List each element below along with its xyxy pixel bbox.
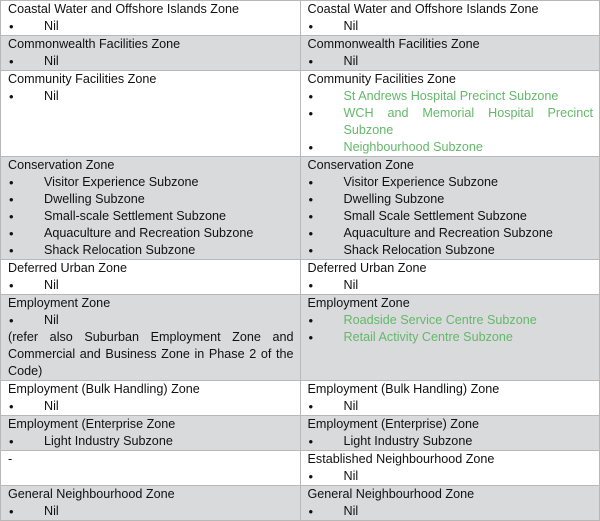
zone-title: Established Neighbourhood Zone (307, 452, 495, 466)
subzone-item: • Retail Activity Centre Subzone (308, 329, 594, 346)
zone-title: Coastal Water and Offshore Islands Zone (307, 2, 539, 16)
subzone-item: • Aquaculture and Recreation Subzone (8, 225, 294, 242)
current-zone-cell (1, 260, 301, 295)
subzone-list (8, 433, 294, 450)
subzone-list (308, 88, 594, 156)
table-row (1, 486, 600, 521)
subzone-item: • Nil (308, 398, 594, 415)
subzone-item: • Visitor Experience Subzone (8, 174, 294, 191)
table-row (1, 1, 600, 36)
subzone-item: • Nil (308, 468, 594, 485)
proposed-zone-cell (300, 36, 600, 71)
subzone-list (308, 277, 594, 294)
subzone-item: • Light Industry Subzone (308, 433, 594, 450)
zone-title: Coastal Water and Offshore Islands Zone (8, 2, 240, 16)
subzone-item: • Nil (8, 277, 294, 294)
zone-title: Conservation Zone (307, 158, 414, 172)
zone-title: General Neighbourhood Zone (307, 487, 475, 501)
zone-title: Deferred Urban Zone (307, 261, 427, 275)
subzone-list (308, 18, 594, 35)
zone-title: Employment Zone (8, 296, 111, 310)
zone-title: Employment Zone (307, 296, 410, 310)
proposed-zone-cell (300, 295, 600, 381)
subzone-item: • Dwelling Subzone (308, 191, 594, 208)
current-zone-cell (1, 1, 301, 36)
zone-title: Deferred Urban Zone (8, 261, 128, 275)
subzone-list (8, 312, 294, 329)
subzone-list (8, 277, 294, 294)
zone-title: General Neighbourhood Zone (8, 487, 175, 501)
proposed-zone-cell (300, 381, 600, 416)
subzone-list (308, 53, 594, 70)
zone-table-body (1, 1, 600, 521)
proposed-zone-cell (300, 157, 600, 260)
current-zone-cell (1, 71, 301, 157)
current-zone-cell (1, 157, 301, 260)
table-row (1, 71, 600, 157)
current-zone-cell (1, 381, 301, 416)
subzone-item: • Small Scale Settlement Subzone (308, 208, 594, 225)
table-row (1, 416, 600, 451)
subzone-item: • Nil (8, 398, 294, 415)
zone-title: Commonwealth Facilities Zone (8, 37, 181, 51)
current-zone-cell (1, 295, 301, 381)
proposed-zone-cell (300, 260, 600, 295)
subzone-list (8, 18, 294, 35)
zone-title: Commonwealth Facilities Zone (307, 37, 480, 51)
subzone-list (8, 398, 294, 415)
subzone-item: • Light Industry Subzone (8, 433, 294, 450)
proposed-zone-cell (300, 71, 600, 157)
current-zone-cell (1, 36, 301, 71)
table-row (1, 260, 600, 295)
subzone-item: • Nil (8, 18, 294, 35)
subzone-item: • Nil (8, 503, 294, 520)
subzone-list (8, 174, 294, 259)
subzone-list (308, 468, 594, 485)
subzone-item: • Shack Relocation Subzone (308, 242, 594, 259)
subzone-item: • Roadside Service Centre Subzone (308, 312, 594, 329)
subzone-item: • Nil (308, 18, 594, 35)
subzone-item: • WCH and Memorial Hospital Precinct Subzone (308, 105, 594, 139)
subzone-list (308, 174, 594, 259)
subzone-list (8, 88, 294, 105)
proposed-zone-cell (300, 1, 600, 36)
subzone-item: • Nil (308, 277, 594, 294)
subzone-item: • Shack Relocation Subzone (8, 242, 294, 259)
subzone-item: • Nil (8, 53, 294, 70)
subzone-list (308, 433, 594, 450)
current-zone-cell (1, 451, 301, 486)
zone-title: Community Facilities Zone (8, 72, 157, 86)
table-row (1, 157, 600, 260)
proposed-zone-cell (300, 451, 600, 486)
zone-note: (refer also Suburban Employment Zone and Commercial and Business Zone in Phase 2 of the Code) (8, 330, 294, 378)
subzone-item: • Nil (8, 88, 294, 105)
table-row (1, 381, 600, 416)
current-zone-cell (1, 416, 301, 451)
subzone-list (308, 312, 594, 346)
subzone-item: • Neighbourhood Subzone (308, 139, 594, 156)
proposed-zone-cell (300, 416, 600, 451)
table-row (1, 295, 600, 381)
zone-title: - (8, 452, 13, 466)
subzone-item: • Nil (308, 503, 594, 520)
proposed-zone-cell (300, 486, 600, 521)
zone-title: Community Facilities Zone (307, 72, 456, 86)
current-zone-cell (1, 486, 301, 521)
zone-title: Conservation Zone (8, 158, 115, 172)
subzone-item: • Visitor Experience Subzone (308, 174, 594, 191)
subzone-item: • Dwelling Subzone (8, 191, 294, 208)
zone-title: Employment (Enterprise) Zone (307, 417, 479, 431)
subzone-item: • Nil (308, 53, 594, 70)
zone-title: Employment (Bulk Handling) Zone (8, 382, 200, 396)
subzone-item: • Nil (8, 312, 294, 329)
subzone-item: • Aquaculture and Recreation Subzone (308, 225, 594, 242)
subzone-list (308, 398, 594, 415)
zone-title: Employment (Bulk Handling) Zone (307, 382, 500, 396)
subzone-item: • Small-scale Settlement Subzone (8, 208, 294, 225)
subzone-list (308, 503, 594, 520)
subzone-list (8, 53, 294, 70)
subzone-list (8, 503, 294, 520)
table-row (1, 451, 600, 486)
zone-title: Employment (Enterprise Zone (8, 417, 176, 431)
subzone-item: • St Andrews Hospital Precinct Subzone (308, 88, 594, 105)
table-row (1, 36, 600, 71)
